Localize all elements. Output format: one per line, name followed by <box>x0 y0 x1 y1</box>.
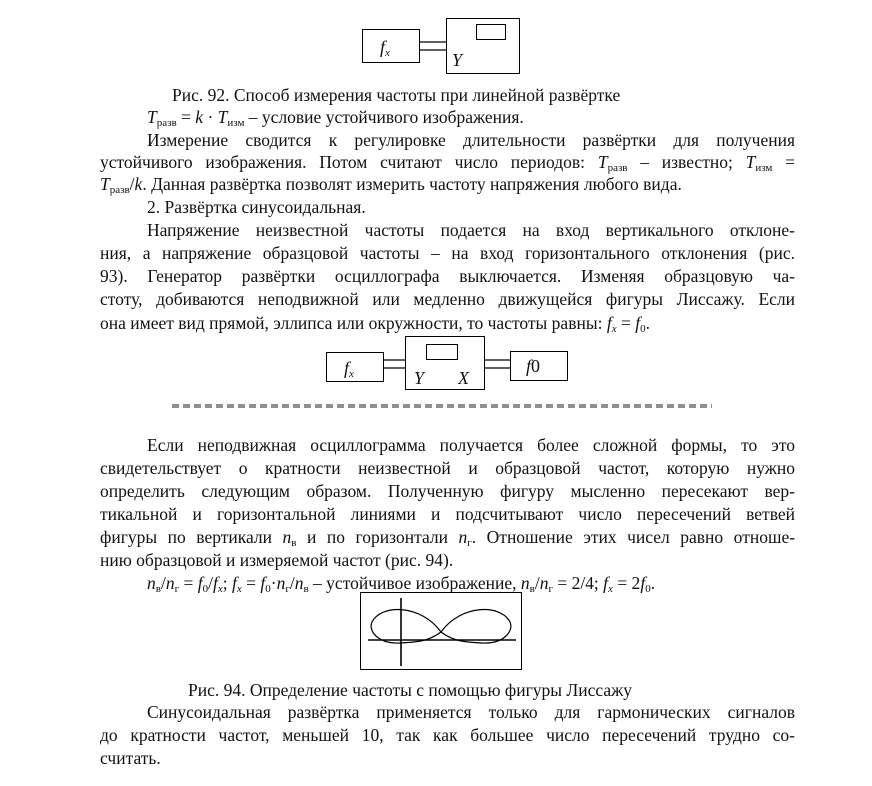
fig93-f0-label: f0 <box>526 356 541 376</box>
para3-line5: фигуры по вертикали $n_в$ и по горизонтали $n_г$. Отношение этих чисел равно отноше- <box>100 527 796 549</box>
period-condition-formula: $T_{разв} = k \cdot T_{изм}$ – условие устойчивого изображения. <box>147 107 524 129</box>
fig92-caption: Рис. 92. Способ измерения частоты при линейной развёртке <box>172 85 621 105</box>
para3-line2: свидетельствует о кратности неизвестной и образцовой частот, которую нужно <box>100 458 795 478</box>
para2-line2: ния, а напряжение образцовой частоты – на вход горизонтального отклонения (рис. <box>100 243 795 263</box>
fig93-x-label: X <box>458 368 469 388</box>
para3-line1: Если неподвижная осциллограмма получается более сложной формы, то это <box>147 435 795 455</box>
para4-line2: до кратности частот, меньшей 10, так как большее число пересечений трудно со- <box>100 725 795 745</box>
para4-line1: Синусоидальная развёртка применяется только для гармонических сигналов <box>147 702 795 722</box>
para4-line3: считать. <box>100 748 161 768</box>
fig92-y-label: Y <box>452 50 463 70</box>
para2-line4: стоту, добиваются неподвижной или медленно движущейся фигуры Лиссажу. Если <box>100 289 795 309</box>
fig93-fx-label: $f_x$ <box>344 358 354 380</box>
para3-line6: нию образцовой и измеряемой частот (рис. 94). <box>100 550 454 570</box>
para2-line5: она имеет вид прямой, эллипса или окружности, то частоты равны: $f_x = f_0$. <box>100 313 650 335</box>
para3-line4: тикальной и горизонтальной линиями и подсчитывают число пересечений ветвей <box>100 504 795 524</box>
item2-heading: 2. Развёртка синусоидальная. <box>147 197 366 217</box>
para2-line3: 93). Генератор развёртки осциллографа выключается. Изменяя образцовую ча- <box>100 266 795 286</box>
fig93-y-label: Y <box>414 368 425 388</box>
para2-line1: Напряжение неизвестной частоты подается на вход вертикального отклоне- <box>147 220 795 240</box>
fig94-caption: Рис. 94. Определение частоты с помощью фигуры Лиссажу <box>188 680 633 700</box>
para1-line3: $T_{разв}/k$. Данная развёртка позволят измерить частоту напряжения любого вида. <box>100 174 682 196</box>
para3-line3: определить следующим образом. Полученную фигуру мысленно пересекают вер- <box>100 481 795 501</box>
frequency-ratio-formula: $n_в/n_г = f_0/f_x$; $f_x = f_0\cdot n_г/n_в$ – устойчивое изображение, $n_в/n_г = 2/4$; $f_x = 2f_0$. <box>147 573 656 595</box>
para1-line2: устойчивого изображения. Потом считают число периодов: $T_{разв}$ – известно; $T_{изм}$ = <box>100 152 796 174</box>
para1-line1: Измерение сводится к регулировке длительности развёртки для получения <box>147 130 795 150</box>
fig92-fx-label: $f_x$ <box>380 37 390 59</box>
